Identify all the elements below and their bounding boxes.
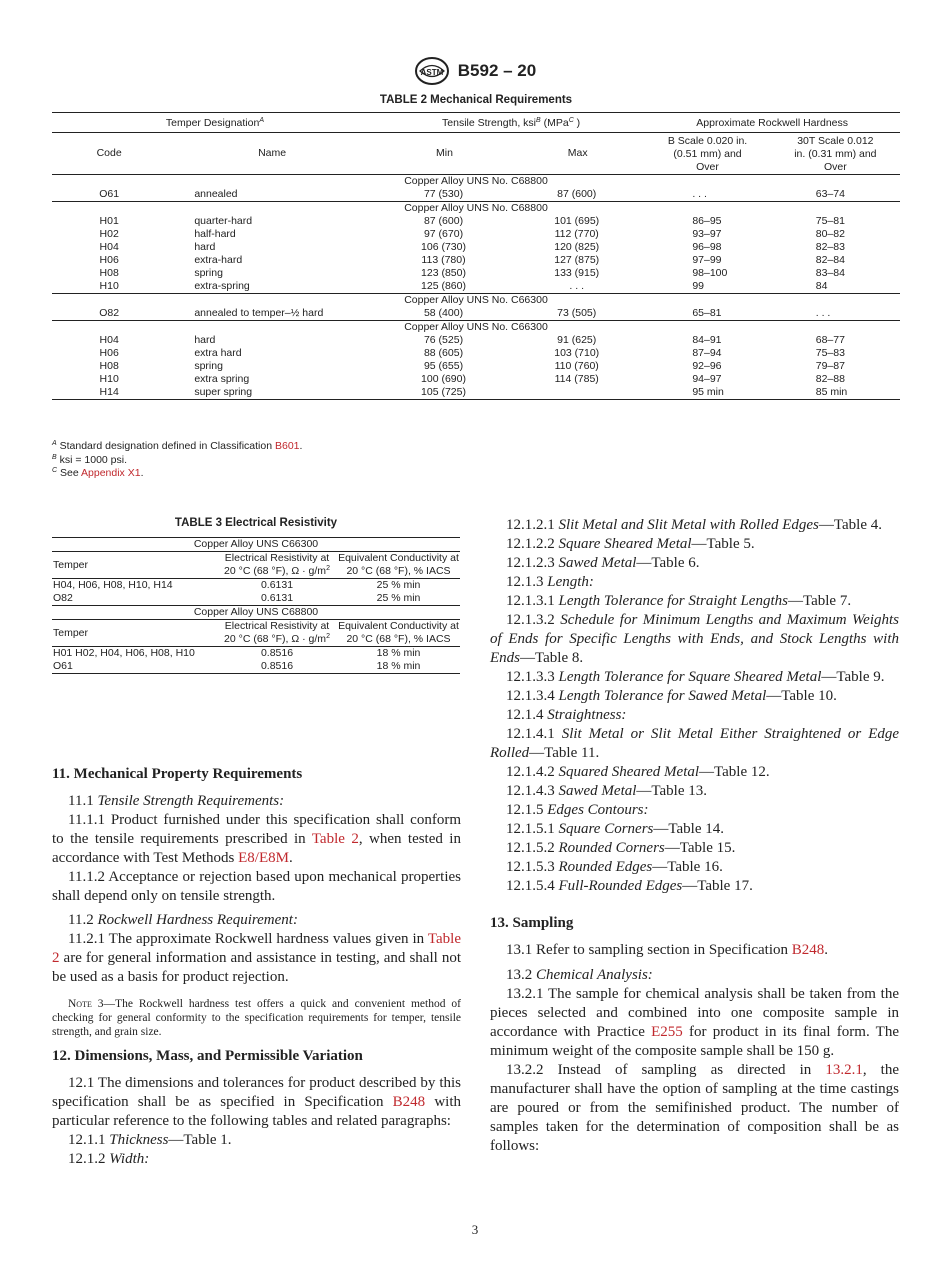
table-row [52, 647, 460, 661]
table-row [52, 215, 900, 228]
cell-resistivity: 0.8516 [217, 660, 337, 674]
cell-code: O61 [99, 188, 120, 200]
note-3: Note 3—The Rockwell hardness test offers a quick and convenient method of checking for general conformity to the specification requirements for temper, tensile strength, and grain size. [52, 998, 461, 1038]
subsection-item: 12.1.3 Length: [506, 574, 594, 590]
table-row [52, 592, 460, 606]
cell-30t-scale: 82–83 [815, 241, 845, 253]
table-row [52, 228, 900, 241]
cell-b-scale: 97–99 [692, 254, 722, 266]
cell-min: 113 (780) [421, 254, 466, 266]
cell-name: super spring [166, 386, 378, 400]
cell-name: extra-spring [194, 280, 250, 292]
link-b248-b[interactable]: B248 [791, 942, 825, 958]
footnote-c: $^C$ See Appendix X1. [52, 467, 144, 479]
cell-code: H10 [99, 280, 119, 292]
cell-code: H04 [99, 241, 119, 253]
subsection-item: 12.1.2.2 Square Sheared Metal—Table 5. [506, 536, 755, 552]
table2-title: TABLE 2 Mechanical Requirements [379, 94, 573, 106]
cell-30t-scale: . . . [815, 307, 831, 319]
cell-name: spring [194, 360, 223, 372]
cell-code: O82 [99, 307, 120, 319]
cell-code: H04 [99, 334, 119, 346]
para-11-1: 11.1 Tensile Strength Requirements: [68, 793, 285, 809]
table3-body [52, 538, 460, 674]
table2-body [52, 175, 900, 400]
cell-30t-scale: 85 min [771, 386, 900, 400]
alloy-group-label: Copper Alloy UNS C66300 [52, 538, 460, 552]
cell-30t-scale: 82–84 [815, 254, 845, 266]
cell-min: 125 (860) [421, 280, 466, 292]
cell-30t-scale: 63–74 [815, 188, 845, 200]
header-resistivity: Electrical Resistivity at 20 °C (68 °F), $\Omega \cdot g/m^2$ [217, 552, 337, 579]
cell-name: spring [194, 267, 223, 279]
cell-max: 103 (710) [554, 347, 600, 359]
cell-conductivity: 18 % min [337, 660, 460, 674]
cell-b-scale: 95 min [644, 386, 770, 400]
subsection-item: 12.1.2.1 Slit Metal and Slit Metal with Rolled Edges—Table 4. [506, 517, 882, 533]
cell-resistivity: 0.6131 [260, 592, 294, 604]
cell-max: 112 (770) [554, 228, 599, 240]
cell-30t-scale: 82–88 [815, 373, 845, 385]
cell-min: 77 (530) [423, 188, 464, 200]
cell-temper: O82 [53, 592, 73, 604]
header-resistivity: Electrical Resistivity at 20 °C (68 °F), $\Omega \cdot g/m^2$ [217, 620, 337, 647]
para-12-1-1: 12.1.1 Thickness—Table 1. [68, 1132, 232, 1148]
header-temper: Temper [52, 552, 217, 579]
header-temper: Temper [52, 620, 217, 647]
para-11-2: 11.2 Rockwell Hardness Requirement: [68, 912, 298, 928]
right-column [490, 516, 899, 1156]
alloy-group-label: Copper Alloy UNS No. C66300 [52, 321, 900, 335]
cell-code: H08 [99, 360, 119, 372]
link-b601[interactable]: B601 [274, 440, 300, 452]
table2-mechanical-requirements [52, 112, 900, 400]
cell-code: H08 [99, 267, 119, 279]
cell-code: H06 [99, 254, 119, 266]
footnote-b: $^B$ ksi = 1000 psi. [52, 453, 128, 466]
header-tensile: Tensile Strength, ksi$^B$ (MPa$^C$ ) [378, 113, 644, 133]
document-designation: B592 – 20 [457, 61, 537, 80]
cell-b-scale: 86–95 [692, 215, 722, 227]
cell-resistivity: 0.8516 [260, 647, 294, 659]
para-11-2-1: 11.2.1 The approximate Rockwell hardness values given in Table 2 are for general information and assistance in testing, and shall not be used as a basis for product rejection. [52, 931, 461, 985]
cell-max: 73 (505) [557, 307, 597, 319]
table-row [52, 579, 460, 593]
cell-name: hard [194, 241, 216, 253]
cell-30t-scale: 75–81 [815, 215, 845, 227]
table-row [52, 280, 900, 294]
subsection-item: 12.1.4 Straightness: [506, 707, 627, 723]
cell-b-scale: 65–81 [692, 307, 722, 319]
section-11-heading: 11. Mechanical Property Requirements [52, 766, 303, 782]
table-row [52, 373, 900, 386]
table-row [52, 254, 900, 267]
subsection-item: 12.1.4.3 Sawed Metal—Table 13. [506, 783, 708, 799]
cell-min: 76 (525) [423, 334, 464, 346]
cell-name: annealed to temper–½ hard [194, 307, 324, 319]
cell-min: 123 (850) [421, 267, 466, 279]
cell-max: 91 (625) [557, 334, 597, 346]
table-row [52, 386, 900, 400]
header-code: Code [52, 133, 166, 175]
cell-min: 58 (400) [423, 307, 464, 319]
subsection-item: 12.1.3.1 Length Tolerance for Straight Lengths—Table 7. [506, 593, 852, 609]
subsection-item: 12.1.5.1 Square Corners—Table 14. [506, 821, 724, 837]
header-name: Name [166, 133, 378, 175]
section-12-heading: 12. Dimensions, Mass, and Permissible Variation [52, 1048, 363, 1064]
table3-title: TABLE 3 Electrical Resistivity [174, 517, 338, 529]
link-13-2-1[interactable]: 13.2.1 [825, 1062, 863, 1078]
astm-logo-text: ASTM [420, 68, 444, 77]
cell-min: 88 (605) [423, 347, 464, 359]
table-row [52, 334, 900, 347]
link-appendix-x1[interactable]: Appendix X1 [81, 467, 141, 479]
right-subsection-list [490, 516, 899, 896]
subsection-item: 12.1.3.3 Length Tolerance for Square Sheared Metal—Table 9. [506, 669, 885, 685]
cell-max [511, 386, 644, 400]
subsection-item: 12.1.3.4 Length Tolerance for Sawed Metal—Table 10. [506, 688, 837, 704]
para-13-1: 13.1 Refer to sampling section in Specification B248. [506, 942, 829, 958]
cell-conductivity: 25 % min [376, 592, 421, 604]
cell-code: H02 [99, 228, 119, 240]
cell-code: H10 [99, 373, 119, 385]
cell-max: 101 (695) [554, 215, 600, 227]
table2-footnotes [52, 440, 302, 481]
cell-min: 100 (690) [421, 373, 466, 385]
table3-electrical-resistivity [52, 537, 460, 674]
page-number: 3 [471, 1222, 479, 1237]
para-11-1-2: 11.1.2 Acceptance or rejection based upon mechanical properties shall depend only on tensile strength. [52, 869, 461, 904]
cell-name: extra-hard [194, 254, 243, 266]
header-temper: Temper Designation$^A$ [52, 113, 378, 133]
header-conductivity: Equivalent Conductivity at 20 °C (68 °F), % IACS [338, 552, 459, 577]
table-row [52, 267, 900, 280]
cell-code: H06 [99, 347, 119, 359]
cell-temper: O61 [52, 660, 217, 674]
cell-conductivity: 25 % min [376, 579, 421, 591]
cell-30t-scale: 80–82 [815, 228, 845, 240]
cell-min: 95 (655) [423, 360, 464, 372]
link-e8-e8m[interactable]: E8/E8M [238, 850, 289, 866]
table-row [52, 347, 900, 360]
cell-max: 110 (760) [554, 360, 599, 372]
header-max: Max [511, 133, 644, 175]
header-30t-scale: 30T Scale 0.012 in. (0.31 mm) and Over [771, 133, 900, 175]
cell-name: annealed [194, 188, 238, 200]
table-row [52, 307, 900, 321]
subsection-item: 12.1.5.2 Rounded Corners—Table 15. [506, 840, 736, 856]
cell-name: hard [194, 334, 216, 346]
cell-name: extra spring [194, 373, 250, 385]
header-min: Min [378, 133, 511, 175]
cell-name: extra hard [194, 347, 242, 359]
left-column [52, 765, 461, 1169]
cell-max: 114 (785) [554, 373, 599, 385]
cell-name: quarter-hard [194, 215, 253, 227]
subsection-item: 12.1.5.4 Full-Rounded Edges—Table 17. [506, 878, 753, 894]
cell-resistivity: 0.6131 [260, 579, 294, 591]
cell-b-scale: 94–97 [692, 373, 722, 385]
cell-b-scale: 98–100 [692, 267, 728, 279]
cell-temper: H04, H06, H08, H10, H14 [53, 579, 173, 591]
cell-code: H14 [52, 386, 166, 400]
alloy-group-label: Copper Alloy UNS C68800 [52, 606, 460, 620]
subsection-item: 12.1.4.2 Squared Sheared Metal—Table 12. [506, 764, 770, 780]
para-13-2: 13.2 Chemical Analysis: [506, 967, 653, 983]
header-rockwell: Approximate Rockwell Hardness [644, 113, 900, 133]
cell-max: 120 (825) [554, 241, 600, 253]
cell-30t-scale: 84 [815, 280, 828, 292]
cell-30t-scale: 83–84 [815, 267, 845, 279]
header-conductivity: Equivalent Conductivity at 20 °C (68 °F), % IACS [338, 620, 459, 645]
cell-max: 87 (600) [557, 188, 597, 200]
table-row [52, 188, 900, 202]
para-11-1-1: 11.1.1 Product furnished under this specification shall conform to the tensile requirements prescribed in Table 2, when tested in accordance with Test Methods E8/E8M. [52, 812, 461, 866]
cell-min: 97 (670) [423, 228, 464, 240]
table-row [52, 660, 460, 674]
subsection-item: 12.1.4.1 Slit Metal or Slit Metal Either Straightened or Edge Rolled—Table 11. [490, 726, 900, 761]
cell-max: . . . [569, 280, 584, 292]
table-row [52, 360, 900, 373]
cell-conductivity: 18 % min [376, 647, 421, 659]
cell-b-scale: . . . [692, 188, 707, 200]
para-13-2-2: 13.2.2 Instead of sampling as directed in 13.2.1, the manufacturer shall have the option of sampling at the time castings are poured or from the semifinished product. The number of samples taken for the determination of composition shall be as follows: [490, 1062, 899, 1154]
cell-b-scale: 87–94 [692, 347, 722, 359]
cell-30t-scale: 79–87 [815, 360, 845, 372]
cell-b-scale: 84–91 [692, 334, 722, 346]
cell-max: 127 (875) [554, 254, 600, 266]
link-e255[interactable]: E255 [651, 1024, 683, 1040]
subsection-item: 12.1.3.2 Schedule for Minimum Lengths and Maximum Weights of Ends for Specific Lengths with Ends, and Stock Lengths with Ends—Table 8. [490, 612, 899, 666]
section-13-heading: 13. Sampling [490, 915, 574, 931]
subsection-item: 12.1.5.3 Rounded Edges—Table 16. [506, 859, 723, 875]
subsection-item: 12.1.2.3 Sawed Metal—Table 6. [506, 555, 700, 571]
alloy-group-label: Copper Alloy UNS No. C66300 [52, 294, 900, 308]
header-b-scale: B Scale 0.020 in. (0.51 mm) and Over [644, 133, 770, 175]
cell-temper: H01 H02, H04, H06, H08, H10 [53, 647, 195, 659]
subsection-item: 12.1.5 Edges Contours: [506, 802, 649, 818]
cell-code: H01 [99, 215, 119, 227]
para-12-1-2: 12.1.2 Width: [68, 1151, 150, 1167]
cell-min: 106 (730) [421, 241, 466, 253]
link-b248[interactable]: B248 [392, 1094, 426, 1110]
cell-min: 105 (725) [378, 386, 511, 400]
cell-b-scale: 92–96 [692, 360, 722, 372]
astm-logo-icon [414, 56, 450, 86]
cell-30t-scale: 68–77 [815, 334, 845, 346]
footnote-a: $^A$ Standard designation defined in Classification B601. [52, 440, 303, 452]
cell-b-scale: 96–98 [692, 241, 722, 253]
cell-min: 87 (600) [423, 215, 464, 227]
para-12-1: 12.1 The dimensions and tolerances for product described by this specification shall be as specified in Specification B248 with particular reference to the following tables and related paragraphs: [52, 1075, 461, 1129]
cell-b-scale: 93–97 [692, 228, 722, 240]
table-row [52, 241, 900, 254]
cell-name: half-hard [194, 228, 236, 240]
alloy-group-label: Copper Alloy UNS No. C68800 [52, 202, 900, 216]
alloy-group-label: Copper Alloy UNS No. C68800 [52, 175, 900, 189]
para-13-2-1: 13.2.1 The sample for chemical analysis shall be taken from the pieces selected and combined into one composite sample in accordance with Practice E255 for product in its final form. The minimum weight of the composite sample shall be 150 g. [490, 986, 899, 1059]
cell-30t-scale: 75–83 [815, 347, 845, 359]
cell-max: 133 (915) [554, 267, 600, 279]
link-table-2[interactable]: Table 2 [311, 831, 359, 847]
page-header [0, 56, 950, 86]
cell-b-scale: 99 [692, 280, 704, 292]
link-table-2-b[interactable]: Table 2 [52, 931, 461, 966]
